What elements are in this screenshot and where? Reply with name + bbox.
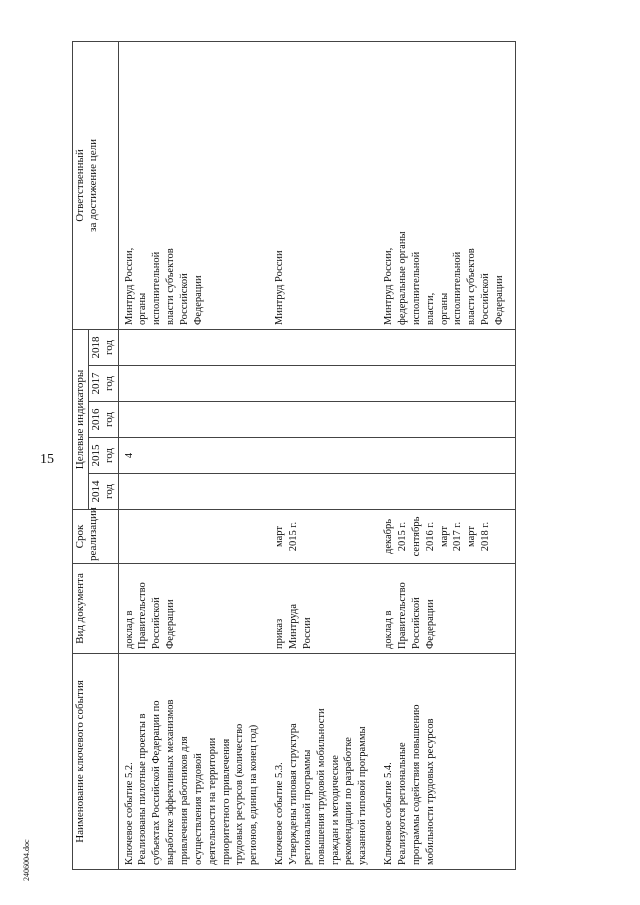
header-event-name: Наименование ключевого события bbox=[73, 654, 119, 870]
table-body bbox=[118, 41, 515, 869]
responsible-cell-line: Российской bbox=[179, 273, 190, 325]
header-year: 2016 год bbox=[89, 402, 118, 438]
indicator-cell bbox=[118, 366, 269, 402]
event-name-cell-line: мобильности трудовых ресурсов bbox=[424, 718, 436, 865]
indicator-cell bbox=[269, 366, 378, 402]
header-year: 2014 год bbox=[89, 474, 118, 510]
header-term-line: реализации bbox=[87, 507, 100, 561]
event-name-cell-line: Ключевое событие 5.3. bbox=[274, 762, 286, 865]
responsible-cell bbox=[118, 41, 269, 329]
responsible-cell-line: Минтруд России, bbox=[383, 247, 395, 325]
responsible-cell-line: исполнительной bbox=[410, 251, 422, 325]
indicator-cell bbox=[378, 329, 515, 365]
event-name-cell bbox=[118, 654, 269, 870]
event-name-cell-line: субъектах Российской Федерации по bbox=[151, 700, 163, 865]
document-type-cell-line: Федерации bbox=[165, 599, 177, 649]
responsible-cell-line: Минтруд России bbox=[274, 250, 286, 325]
header-responsible-line: Ответственный bbox=[74, 149, 86, 222]
event-name-cell-line: указанной типовой программы bbox=[357, 726, 369, 865]
event-name-cell-line: приоритетного привлечения bbox=[220, 738, 232, 865]
header-document-type: Вид документа bbox=[73, 564, 119, 654]
header-row bbox=[73, 41, 89, 869]
responsible-cell-line: Федерации bbox=[192, 275, 204, 325]
event-name-cell-line: Утверждены типовая структура bbox=[288, 723, 300, 865]
header-year: 2015 год bbox=[89, 438, 118, 474]
document-type-cell-line: Российской bbox=[410, 597, 422, 649]
term-cell-line: 2016 г. bbox=[424, 521, 436, 552]
event-name-cell-line: Ключевое событие 5.2. bbox=[123, 762, 135, 865]
event-name-cell-line: трудовых ресурсов (количество bbox=[234, 723, 246, 865]
document-type-cell bbox=[269, 564, 378, 654]
indicator-cell bbox=[269, 438, 378, 474]
responsible-cell-line: Федерации bbox=[494, 275, 506, 325]
responsible-cell-line: федеральные органы bbox=[397, 231, 409, 325]
document-type-cell-line: Минтруда bbox=[288, 604, 300, 649]
indicator-cell bbox=[269, 474, 378, 510]
document-type-cell bbox=[118, 564, 269, 654]
indicator-cell bbox=[118, 474, 269, 510]
responsible-cell-line: исполнительной bbox=[151, 251, 163, 325]
document-type-cell-line: Правительство bbox=[397, 582, 409, 649]
term-cell bbox=[269, 510, 378, 564]
responsible-cell-line: Российской bbox=[480, 273, 492, 325]
indicator-cell bbox=[378, 366, 515, 402]
table-row bbox=[378, 41, 515, 869]
event-name-cell bbox=[269, 654, 378, 870]
document-type-cell-line: Федерации bbox=[424, 599, 436, 649]
header-year: 2018 год bbox=[89, 329, 118, 365]
header-term bbox=[73, 507, 119, 564]
rotated-table-area bbox=[72, 42, 592, 870]
document-type-cell-line: доклад в bbox=[383, 610, 395, 649]
responsible-cell-line: Минтруд России, bbox=[123, 247, 135, 325]
event-name-cell-line: выработке эффективных механизмов bbox=[165, 699, 177, 865]
event-name-cell-line: Реализованы пилотные проекты в bbox=[137, 713, 149, 865]
document-type-cell bbox=[378, 564, 515, 654]
indicator-cell bbox=[269, 402, 378, 438]
responsible-cell-line: власти субъектов bbox=[466, 248, 478, 325]
responsible-cell-line: органы bbox=[137, 292, 149, 325]
header-responsible-line: за достижение цели bbox=[87, 139, 100, 232]
responsible-cell-line: исполнительной bbox=[452, 251, 464, 325]
event-name-cell-line: региональной программы bbox=[301, 749, 313, 865]
responsible-cell bbox=[378, 41, 515, 329]
term-cell-line: 2015 г. bbox=[288, 521, 300, 552]
key-events-table bbox=[72, 41, 516, 870]
event-name-cell-line: осуществления трудовой bbox=[192, 753, 204, 865]
table-row bbox=[118, 41, 269, 869]
event-name-cell-line: граждан и методические bbox=[329, 755, 341, 865]
indicator-cell bbox=[118, 402, 269, 438]
term-cell bbox=[378, 510, 515, 564]
indicator-cell: 4 bbox=[118, 438, 269, 474]
responsible-cell-line: власти субъектов bbox=[165, 248, 177, 325]
indicator-cell bbox=[118, 329, 269, 365]
term-cell-line: март bbox=[438, 526, 450, 547]
document-type-cell-line: Российской bbox=[151, 597, 163, 649]
document-type-cell-line: доклад в bbox=[123, 610, 135, 649]
responsible-cell bbox=[269, 41, 378, 329]
event-name-cell-line: рекомендации по разработке bbox=[343, 737, 355, 865]
indicator-cell bbox=[378, 402, 515, 438]
term-cell bbox=[118, 510, 269, 564]
header-term-line: Срок bbox=[74, 524, 86, 549]
header-indicators: Целевые индикаторы bbox=[73, 329, 89, 509]
event-name-cell-line: Реализуются региональные bbox=[397, 742, 409, 865]
term-cell-line: март bbox=[274, 526, 286, 547]
term-cell-line: 2018 г. bbox=[480, 521, 492, 552]
indicator-cell bbox=[378, 474, 515, 510]
table-row bbox=[269, 41, 378, 869]
event-name-cell-line: повышения трудовой мобильности bbox=[315, 708, 327, 865]
event-name-cell-line: регионов, единиц на конец год) bbox=[248, 724, 260, 865]
indicator-cell bbox=[378, 438, 515, 474]
responsible-cell-line: органы bbox=[438, 292, 450, 325]
footer-document-code: 2406004.doc bbox=[22, 839, 31, 881]
page-number: 15 bbox=[40, 452, 54, 467]
document-type-cell-line: Правительство bbox=[137, 582, 149, 649]
term-cell-line: декабрь bbox=[383, 519, 395, 554]
event-name-cell-line: программы содействия повышению bbox=[410, 704, 422, 865]
event-name-cell bbox=[378, 654, 515, 870]
header-responsible bbox=[73, 41, 119, 329]
header-year: 2017 год bbox=[89, 366, 118, 402]
term-cell-line: сентябрь bbox=[410, 516, 422, 557]
event-name-cell-line: деятельности на территории bbox=[206, 737, 218, 865]
term-cell-line: 2015 г. bbox=[397, 521, 409, 552]
term-cell-line: март bbox=[466, 526, 478, 547]
document-type-cell-line: приказ bbox=[274, 618, 286, 649]
event-name-cell-line: Ключевое событие 5.4. bbox=[383, 762, 395, 865]
event-name-cell-line: привлечения работников для bbox=[179, 736, 190, 865]
document-type-cell-line: России bbox=[301, 617, 313, 649]
indicator-cell bbox=[269, 329, 378, 365]
responsible-cell-line: власти, bbox=[424, 292, 436, 325]
term-cell-line: 2017 г. bbox=[452, 521, 464, 552]
